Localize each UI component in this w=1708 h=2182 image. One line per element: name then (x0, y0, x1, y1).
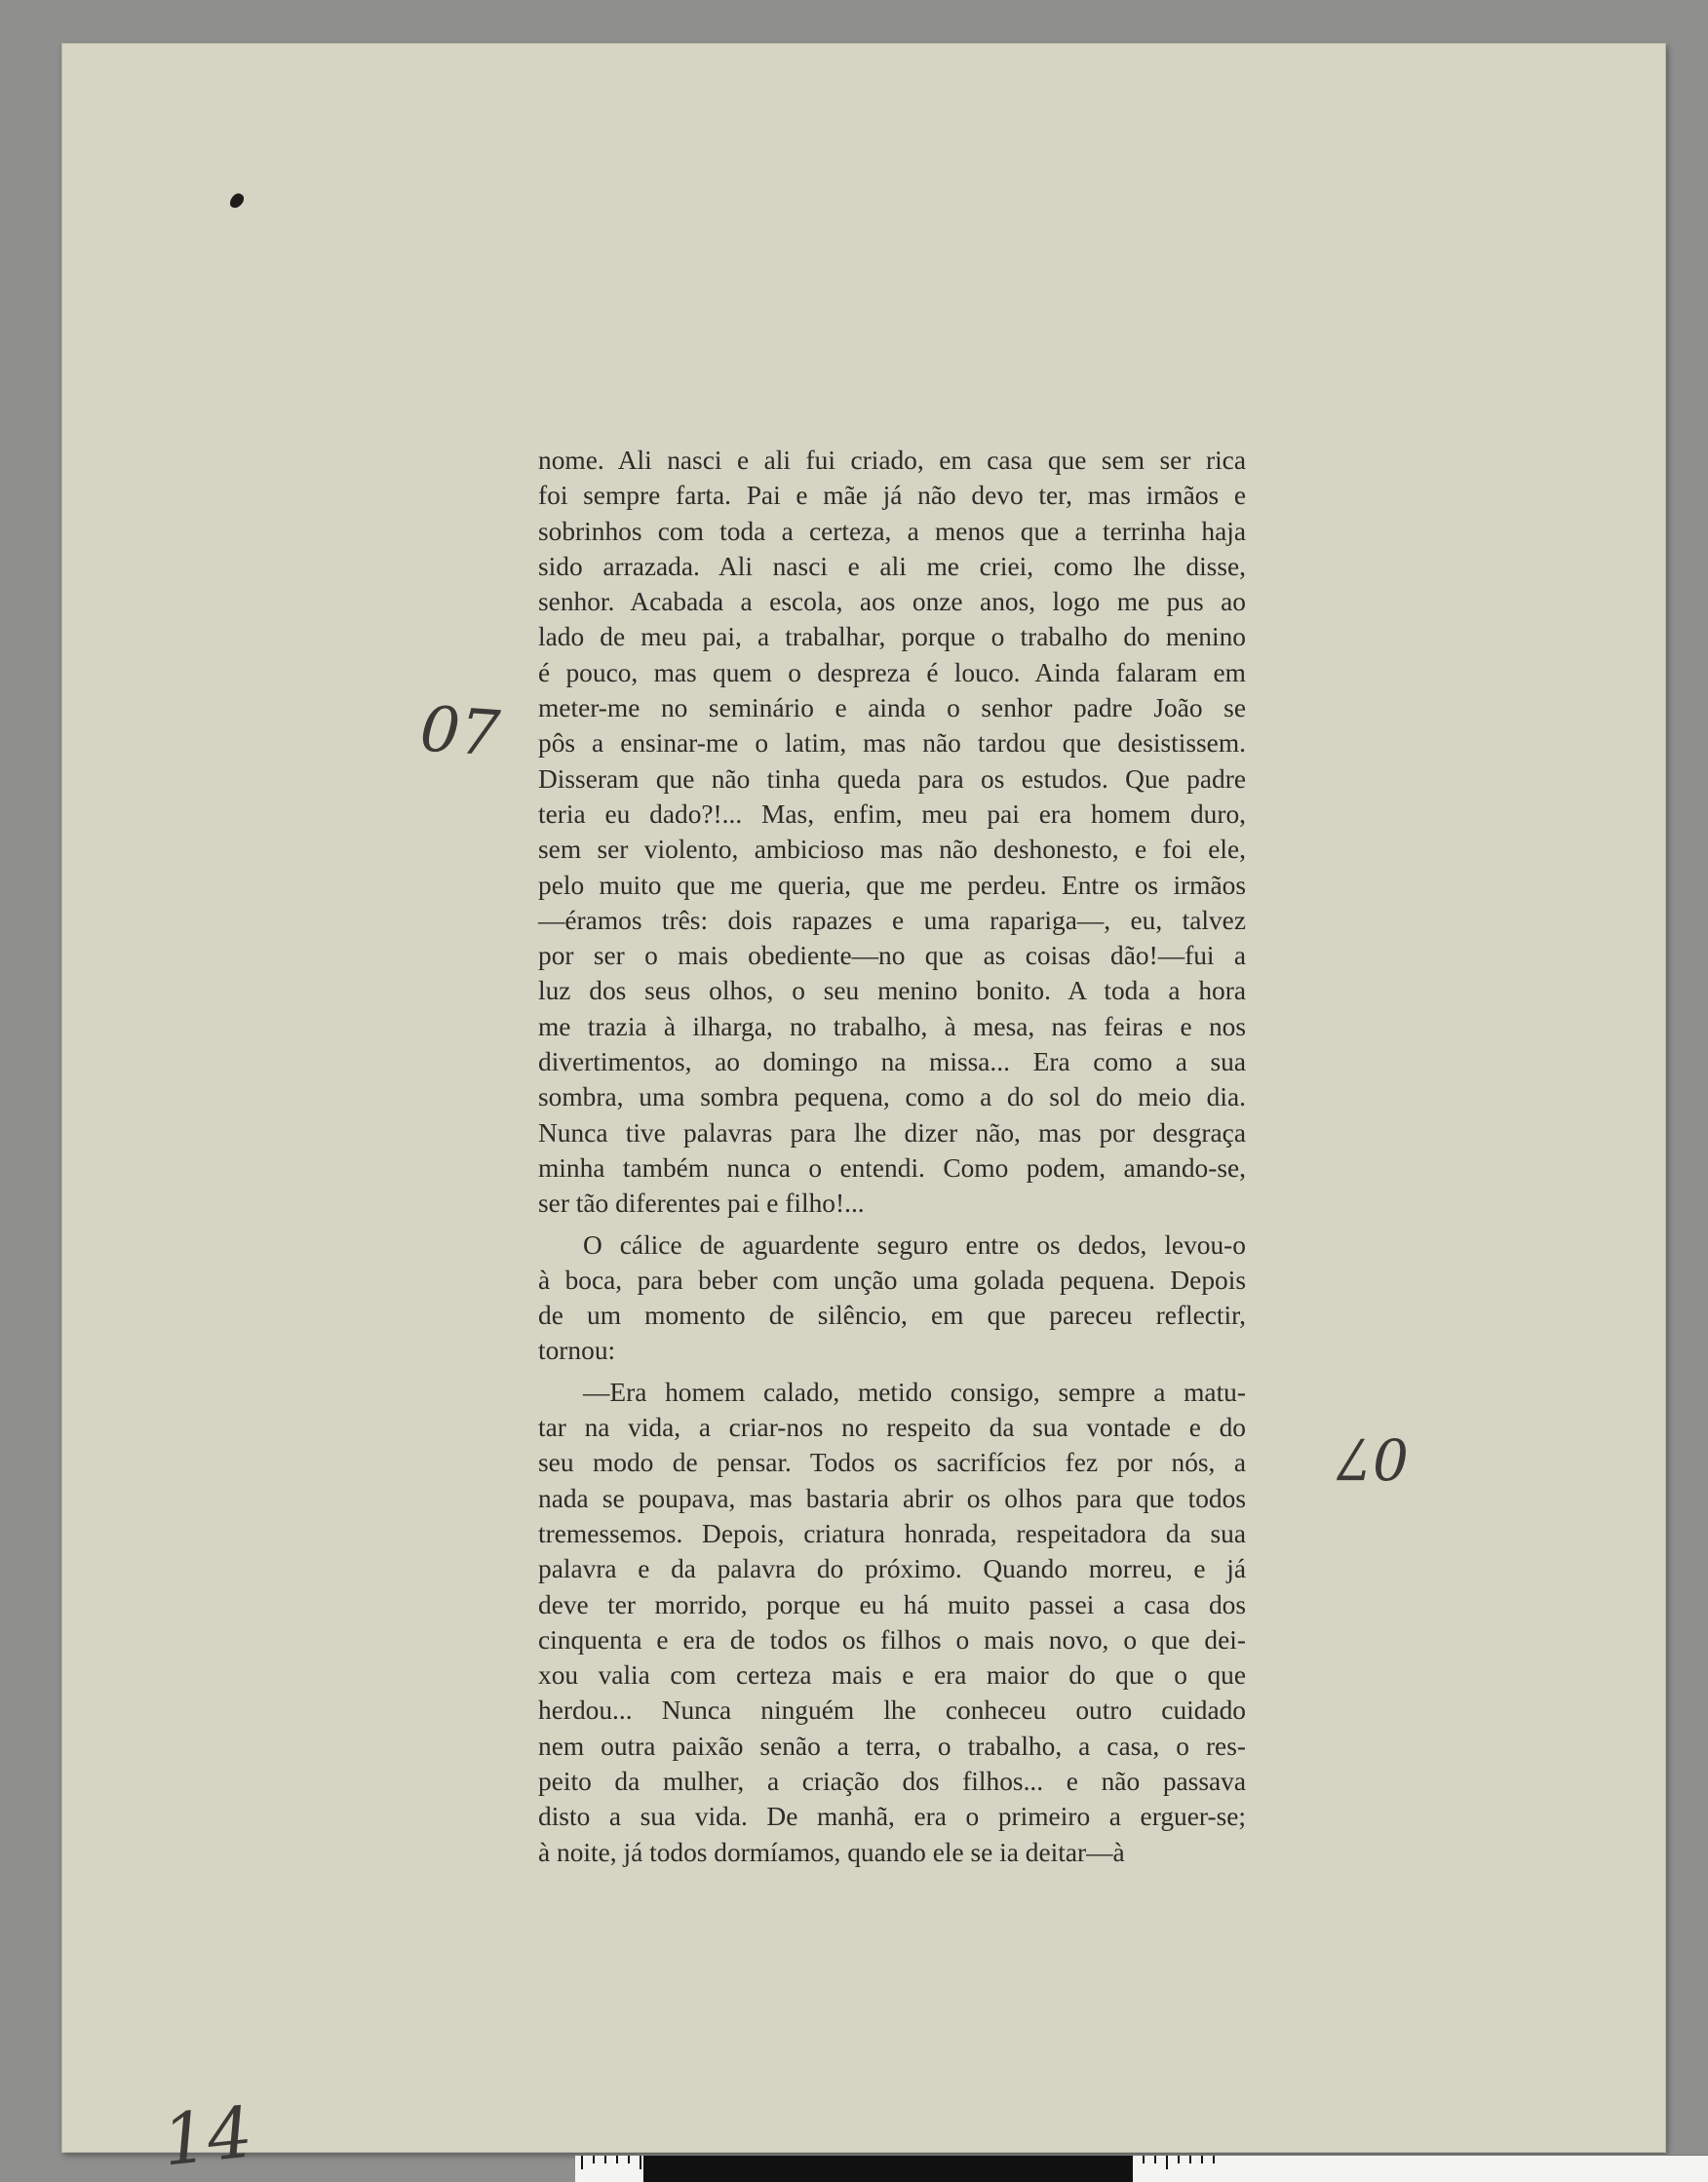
ruler-tick (616, 2156, 618, 2163)
ruler-block (1063, 2156, 1133, 2182)
text-line: tar na vida, a criar-nos no respeito da sua vontade e do (538, 1413, 1246, 1443)
text-line: por ser o mais obediente—no que as coisas dão!—fui a (538, 941, 1246, 971)
ruler-tick (1201, 2156, 1203, 2163)
margin-note-left: 07 (417, 693, 502, 771)
text-line: herdou... Nunca ninguém lhe conheceu outro cuidado (538, 1695, 1246, 1726)
text-line: sobrinhos com toda a certeza, a menos que a terrinha haja (538, 516, 1246, 546)
text-line: à boca, para beber com unção uma golada pequena. Depois (538, 1265, 1246, 1295)
text-line: sem ser violento, ambicioso mas não deshonesto, e foi ele, (538, 835, 1246, 865)
ruler-tick (1154, 2156, 1156, 2163)
ruler-tick (628, 2156, 630, 2163)
text-line: pôs a ensinar-me o latim, mas não tardou que desistissem. (538, 728, 1246, 759)
paragraph (538, 443, 1246, 1222)
scanned-page (61, 43, 1666, 2182)
handwritten-page-number: 14 (158, 2090, 256, 2182)
text-line: pelo muito que me queria, que me perdeu. Entre os irmãos (538, 870, 1246, 900)
text-line: cinquenta e era de todos os filhos o mais novo, o que dei- (538, 1624, 1246, 1655)
text-line: Disseram que não tinha queda para os estudos. Que padre (538, 763, 1246, 794)
text-line: me trazia à ilharga, no trabalho, à mesa, nas feiras e nos (538, 1011, 1246, 1041)
ruler-tick (1213, 2156, 1215, 2163)
text-line: sombra, uma sombra pequena, como a do sol do meio dia. (538, 1082, 1246, 1112)
scale-ruler (575, 2155, 1708, 2182)
paragraph (538, 1227, 1246, 1369)
ruler-tick (581, 2156, 583, 2169)
body-text (538, 443, 1246, 1870)
ruler-tick (604, 2156, 606, 2163)
text-line: de um momento de silêncio, em que pareceu reflectir, (538, 1301, 1246, 1331)
text-line: ser tão diferentes pai e filho!... (538, 1188, 865, 1219)
text-line: é pouco, mas quem o despreza é louco. Ainda falaram em (538, 657, 1246, 687)
text-line: tornou: (538, 1336, 616, 1366)
text-line: lado de meu pai, a trabalhar, porque o trabalho do menino (538, 622, 1246, 652)
ruler-tick (1178, 2156, 1180, 2163)
text-line: —éramos três: dois rapazes e uma rapariga—, eu, talvez (538, 905, 1246, 935)
text-line: O cálice de aguardente seguro entre os dedos, levou-o (583, 1229, 1246, 1260)
text-line: divertimentos, ao domingo na missa... Era como a sua (538, 1047, 1246, 1077)
text-line: disto a sua vida. De manhã, era o primeiro a erguer-se; (538, 1802, 1246, 1832)
ruler-tick (1143, 2156, 1145, 2163)
text-line: Nunca tive palavras para lhe dizer não, mas por desgraça (538, 1117, 1246, 1148)
text-line: palavra e da palavra do próximo. Quando morreu, e já (538, 1554, 1246, 1584)
ink-spot (228, 191, 246, 211)
paragraph (538, 1375, 1246, 1870)
text-line: —Era homem calado, metido consigo, sempre a matu- (583, 1377, 1246, 1407)
text-line: peito da mulher, a criação dos filhos... e não passava (538, 1766, 1246, 1796)
text-line: nome. Ali nasci e ali fui criado, em casa que sem ser rica (538, 446, 1246, 475)
text-line: luz dos seus olhos, o seu menino bonito. A toda a hora (538, 976, 1246, 1006)
ruler-tick (593, 2156, 595, 2163)
text-line: nada se poupava, mas bastaria abrir os olhos para que todos (538, 1483, 1246, 1513)
text-line: meter-me no seminário e ainda o senhor padre João se (538, 693, 1246, 723)
text-line: sido arrazada. Ali nasci e ali me criei, como lhe disse, (538, 551, 1246, 581)
text-line: tremessemos. Depois, criatura honrada, respeitadora da sua (538, 1518, 1246, 1548)
text-line: à noite, já todos dormíamos, quando ele se ia deitar—à (538, 1837, 1125, 1867)
text-line: nem outra paixão senão a terra, o trabalho, a casa, o res- (538, 1731, 1246, 1761)
text-line: senhor. Acabada a escola, aos onze anos, logo me pus ao (538, 587, 1246, 617)
text-line: deve ter morrido, porque eu há muito passei a casa dos (538, 1589, 1246, 1619)
text-line: xou valia com certeza mais e era maior do que o que (538, 1660, 1246, 1691)
ruler-tick (1166, 2156, 1168, 2169)
text-line: minha também nunca o entendi. Como podem, amando-se, (538, 1152, 1246, 1183)
margin-note-right: 07 (1337, 1425, 1409, 1492)
ruler-block (643, 2156, 1131, 2182)
text-line: teria eu dado?!... Mas, enfim, meu pai era homem duro, (538, 799, 1246, 829)
ruler-tick (640, 2156, 641, 2169)
text-line: foi sempre farta. Pai e mãe já não devo ter, mas irmãos e (538, 481, 1246, 511)
text-line: seu modo de pensar. Todos os sacrifícios fez por nós, a (538, 1448, 1246, 1478)
ruler-tick (1189, 2156, 1191, 2163)
